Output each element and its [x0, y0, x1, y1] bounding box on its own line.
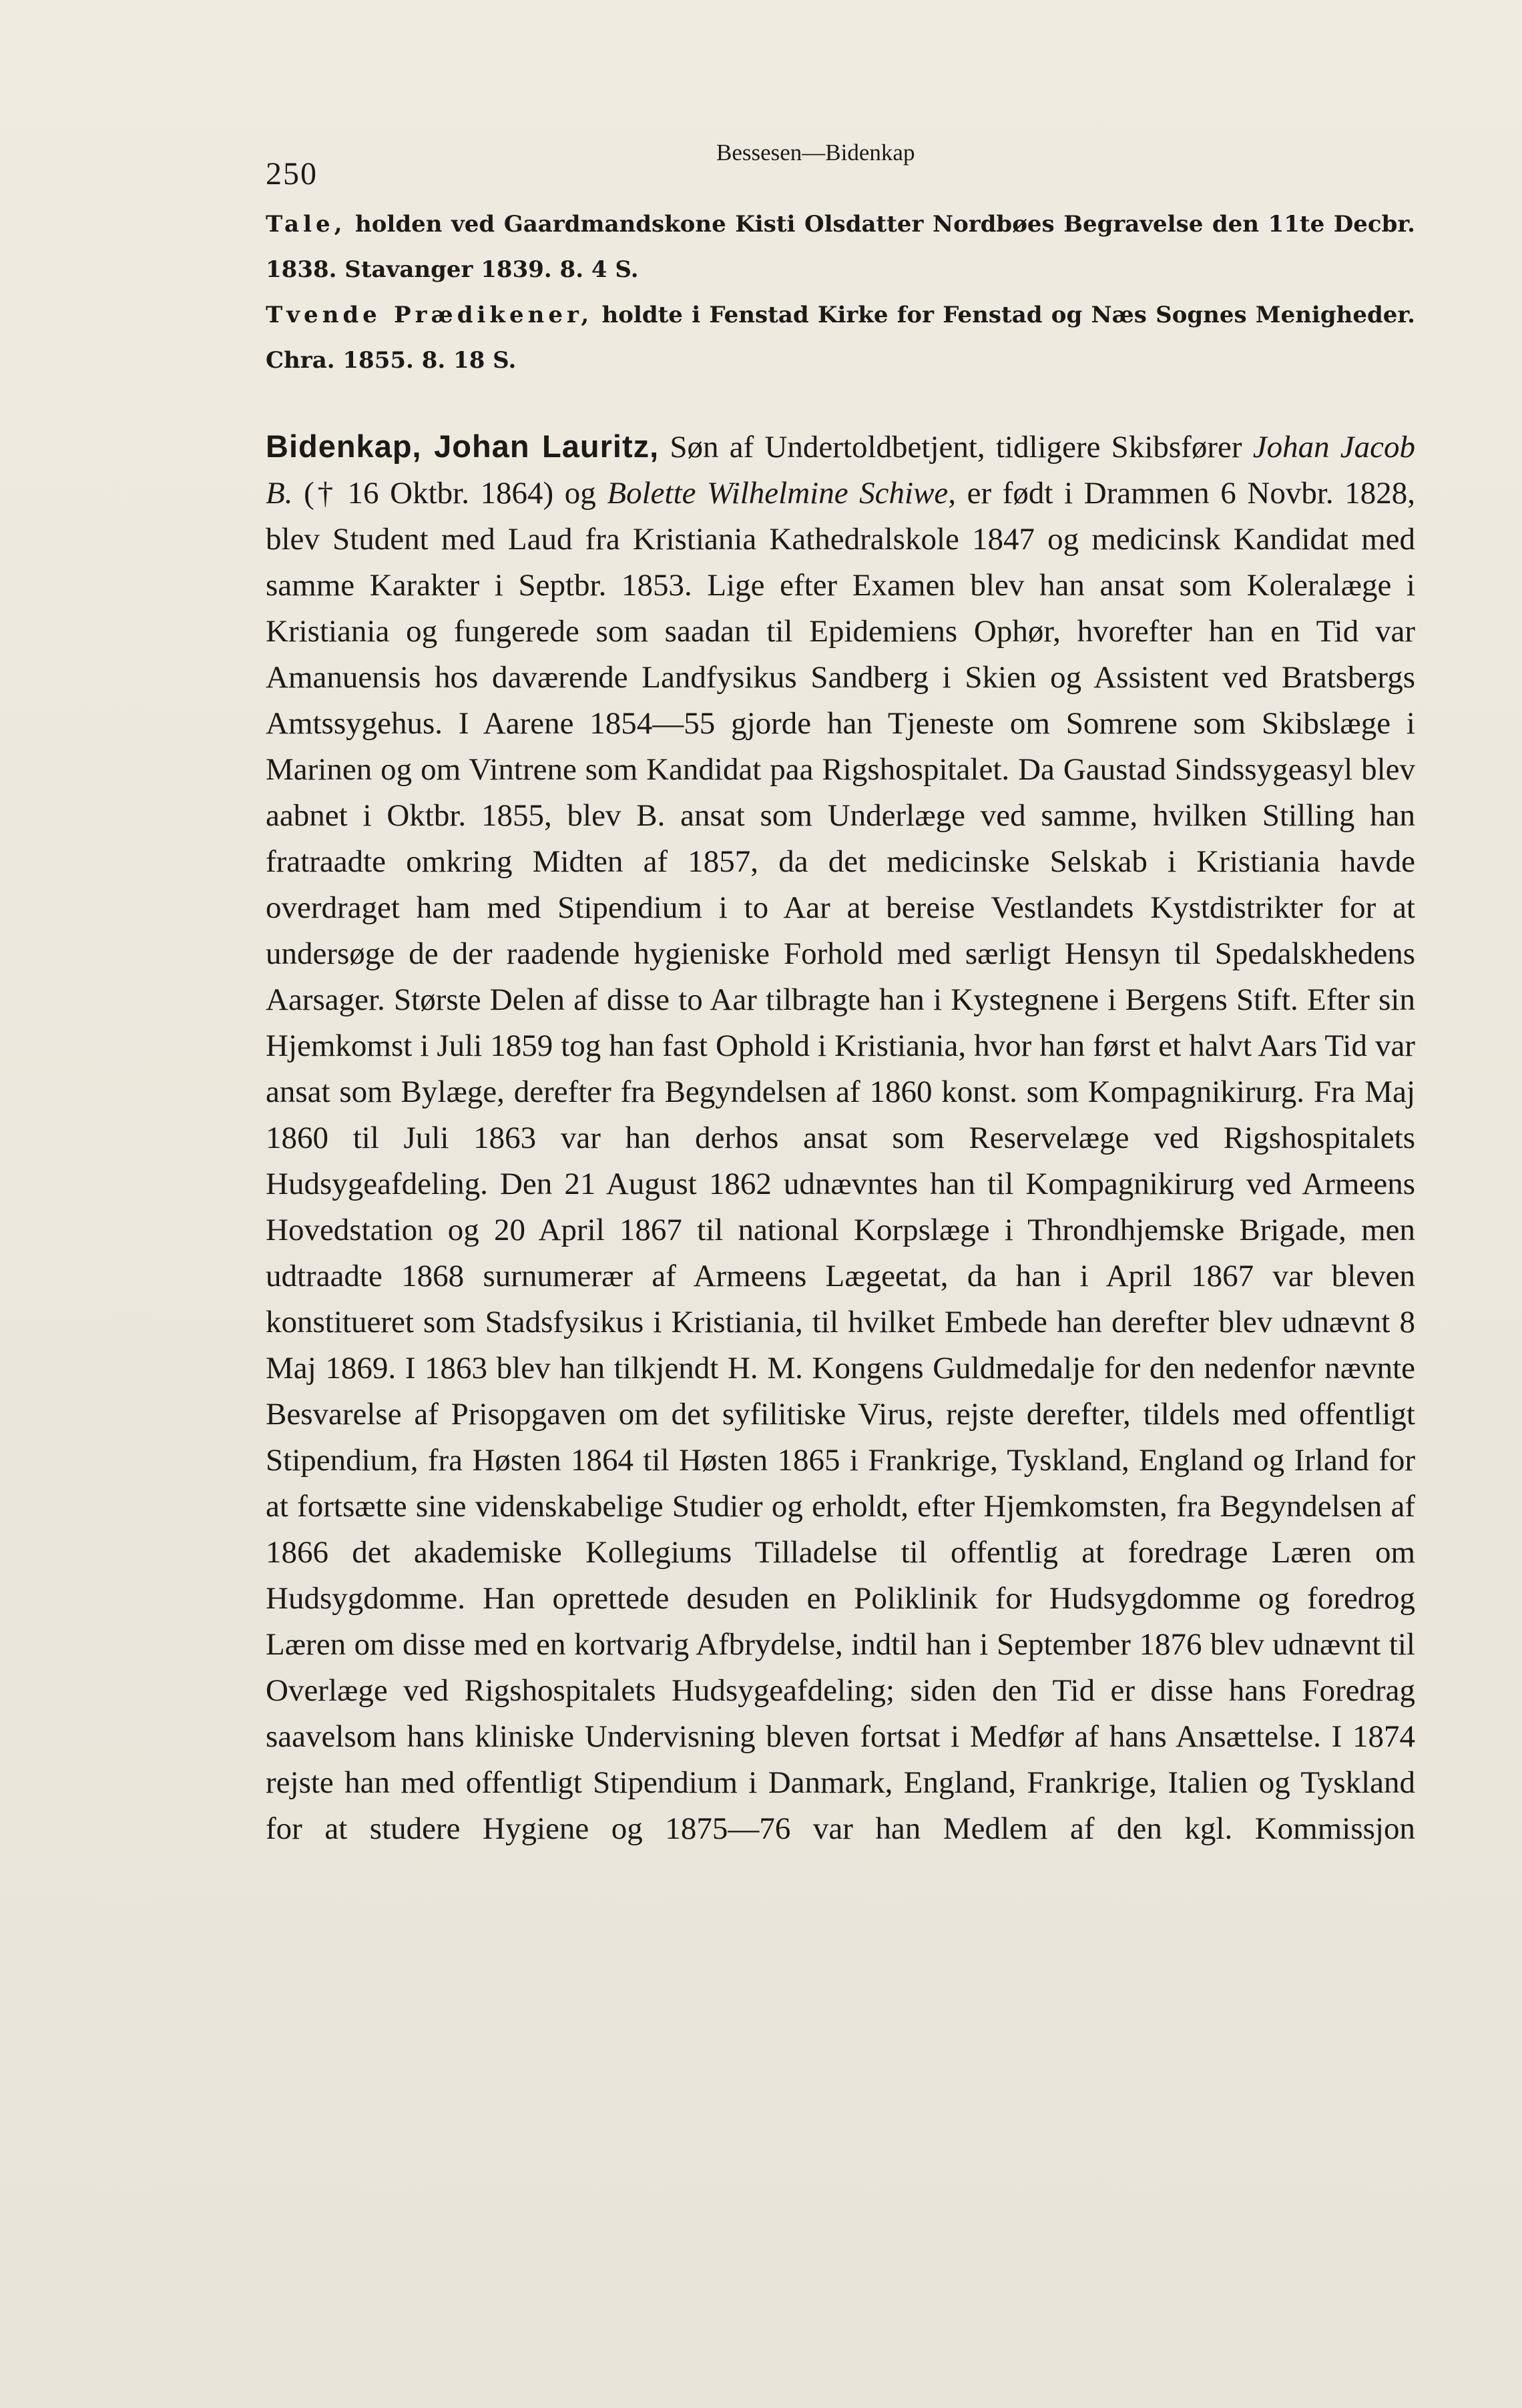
- father-name: Johan Jacob B.: [266, 430, 1415, 511]
- reference-details: holdte i Fenstad Kirke for Fenstad og Næs Sognes Menigheder. Chra. 1855. 8. 18 S.: [266, 302, 1415, 374]
- reference-title: Tvende Prædikener,: [266, 302, 593, 328]
- reference-details: holden ved Gaardmandskone Kisti Olsdatter Nordbøes Begravelse den 11te Decbr. 1838. Stavanger 1839. 8. 4 S.: [266, 211, 1415, 283]
- reference-entry: [266, 202, 1415, 292]
- biography-text: Søn af Undertoldbetjent, tidligere Skibsfører: [659, 430, 1253, 465]
- reference-title: Tale,: [266, 211, 346, 238]
- page-number: 250: [266, 156, 318, 192]
- mother-name: Bolette Wilhelmine Schiwe,: [607, 476, 957, 511]
- page-header: [266, 137, 1415, 192]
- biography-text: († 16 Oktbr. 1864) og: [292, 476, 607, 511]
- biography-name: Bidenkap, Johan Lauritz,: [266, 428, 660, 464]
- biography-entry: [266, 423, 1415, 1852]
- biography-paragraph: [266, 423, 1415, 1852]
- biography-text: er født i Drammen 6 Novbr. 1828, blev Student med Laud fra Kristiania Kathedralskole 1847 og medicinsk Kandidat med samme Karakter i Septbr. 1853. Lige efter Examen blev han ansat som Koleralæge i Kristiania og fungerede som saadan til Epidemiens Ophør, hvorefter han en Tid var Amanuensis hos daværende Landfysikus Sandberg i Skien og Assistent ved Bratsbergs Amtssygehus. I Aarene 1854—55 gjorde han Tjeneste om Somrene som Skibslæge i Marinen og om Vintrene som Kandidat paa Rigshospitalet. Da Gaustad Sindssygeasyl blev aabnet i Oktbr. 1855, blev B. ansat som Underlæge ved samme, hvilken Stilling han fratraadte omkring Midten af 1857, da det medicinske Selskab i Kristiania havde overdraget ham med Stipendium i to Aar at bereise Vestlandets Kystdistrikter for at undersøge de der raadende hygieniske Forhold med særligt Hensyn til Spedalskhedens Aarsager. Største Delen af disse to Aar tilbragte han i Kystegnene i Bergens Stift. Efter sin Hjemkomst i Juli 1859 tog han fast Ophold i Kristiania, hvor han først et halvt Aars Tid var ansat som Bylæge, derefter fra Begyndelsen af 1860 konst. som Kompagnikirurg. Fra Maj 1860 til Juli 1863 var han derhos ansat som Reservelæge ved Rigshospitalets Hudsygeafdeling. Den 21 August 1862 udnævntes han til Kompagnikirurg ved Armeens Hovedstation og 20 April 1867 til national Korpslæge i Throndhjemske Brigade, men udtraadte 1868 surnumerær af Armeens Lægeetat, da han i April 1867 var bleven konstitueret som Stadsfysikus i Kristiania, til hvilket Embede han derefter blev udnævnt 8 Maj 1869. I 1863 blev han tilkjendt H. M. Kongens Guldmedalje for den nedenfor nævnte Besvarelse af Prisopgaven om det syfilitiske Virus, rejste derefter, tildels med offentligt Stipendium, fra Høsten 1864 til Høsten 1865 i Frankrige, Tyskland, England og Irland for at fortsætte sine videnskabelige Studier og erholdt, efter Hjemkomsten, fra Begyndelsen af 1866 det akademiske Kollegiums Tilladelse til offentlig at foredrage Læren om Hudsygdomme. Han oprettede desuden en Poliklinik for Hudsygdomme og foredrog Læren om disse med en kortvarig Afbrydelse, indtil han i September 1876 blev udnævnt til Overlæge ved Rigshospitalets Hudsygeafdeling; siden den Tid er disse hans Foredrag saavelsom hans kliniske Undervisning bleven fortsat i Medfør af hans Ansættelse. I 1874 rejste han med offentligt Stipendium i Danmark, England, Frankrige, Italien og Tyskland for at studere Hygiene og 1875—76 var han Medlem af den kgl. Kommissjon: [266, 476, 1415, 1846]
- running-head: Bessesen—Bidenkap: [716, 139, 915, 166]
- reference-entry: [266, 292, 1415, 383]
- page-content: [266, 202, 1415, 1852]
